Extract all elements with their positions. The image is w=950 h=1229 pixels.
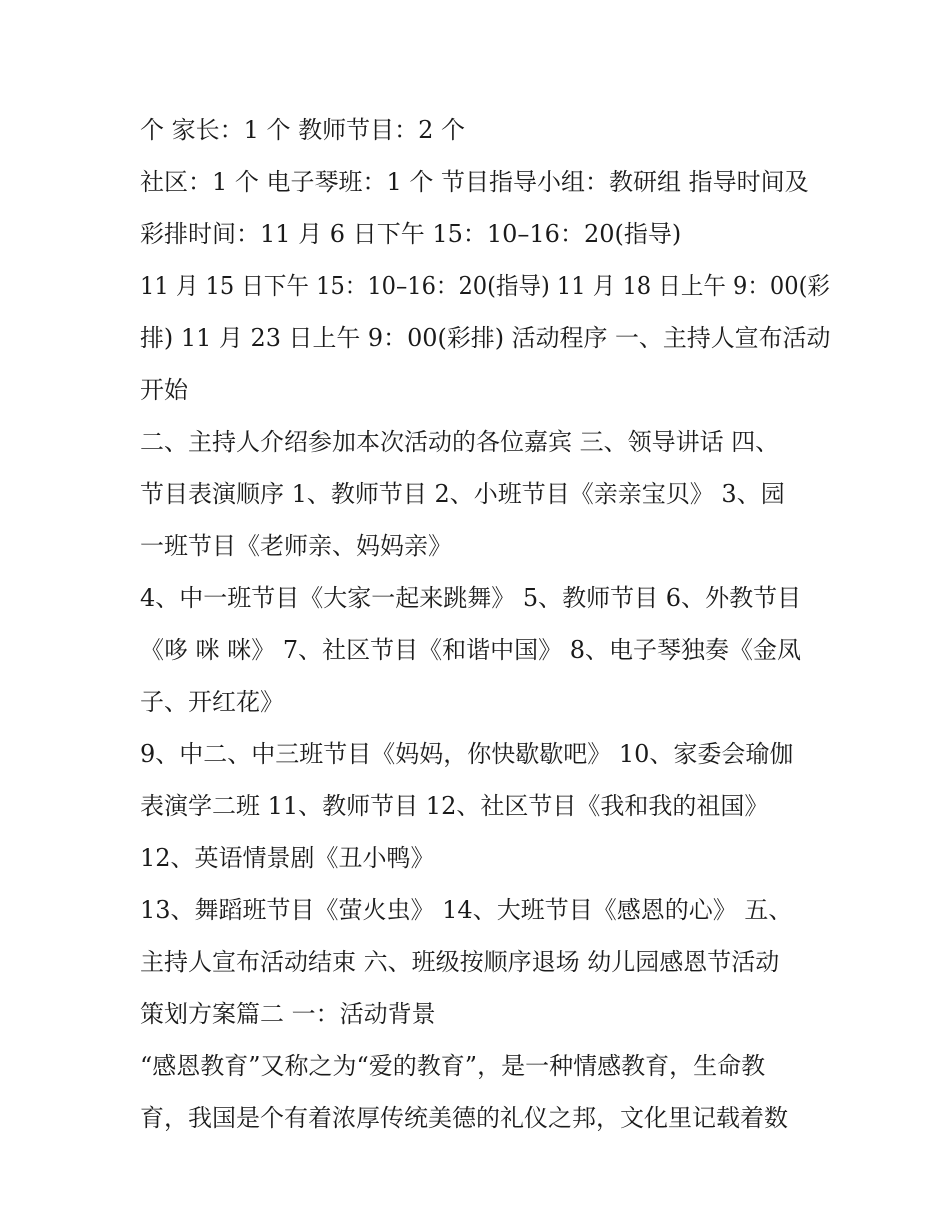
text-line: 一班节目《老师亲、妈妈亲》 bbox=[140, 532, 452, 560]
text-line: 社区：1 个 电子琴班：1 个 节目指导小组：教研组 指导时间及 bbox=[140, 168, 809, 196]
text-line: 11 月 15 日下午 15：10–16：20(指导) 11 月 18 日上午 9：00(彩 bbox=[140, 272, 830, 300]
text-line: “感恩教育”又称之为“爱的教育”，是一种情感教育，生命教 bbox=[140, 1052, 766, 1080]
text-line: 表演学二班 11、教师节目 12、社区节目《我和我的祖国》 bbox=[140, 792, 769, 820]
text-line: 二、主持人介绍参加本次活动的各位嘉宾 三、领导讲话 四、 bbox=[140, 428, 780, 456]
text-line: 子、开红花》 bbox=[140, 688, 284, 716]
text-line: 彩排时间：11 月 6 日下午 15：10–16：20(指导) bbox=[140, 220, 682, 248]
text-line: 排) 11 月 23 日上午 9：00(彩排) 活动程序 一、主持人宣布活动 bbox=[140, 324, 831, 352]
text-line: 4、中一班节目《大家一起来跳舞》 5、教师节目 6、外教节目 bbox=[140, 584, 802, 612]
text-line: 13、舞蹈班节目《萤火虫》 14、大班节目《感恩的心》 五、 bbox=[140, 896, 793, 924]
text-line: 节目表演顺序 1、教师节目 2、小班节目《亲亲宝贝》 3、园 bbox=[140, 480, 785, 508]
text-line: 个 家长：1 个 教师节目：2 个 bbox=[140, 116, 466, 144]
text-line: 主持人宣布活动结束 六、班级按顺序退场 幼儿园感恩节活动 bbox=[140, 948, 780, 976]
text-line: 开始 bbox=[140, 376, 188, 404]
text-line: 育，我国是个有着浓厚传统美德的礼仪之邦，文化里记载着数 bbox=[140, 1104, 788, 1132]
text-line: 《哆 咪 咪》 7、社区节目《和谐中国》 8、电子琴独奏《金凤 bbox=[140, 636, 802, 664]
text-line: 策划方案篇二 一：活动背景 bbox=[140, 1000, 436, 1028]
document-body bbox=[140, 104, 830, 1144]
text-line: 9、中二、中三班节目《妈妈，你快歇歇吧》 10、家委会瑜伽 bbox=[140, 740, 794, 768]
text-line: 12、英语情景剧《丑小鸭》 bbox=[140, 844, 435, 872]
